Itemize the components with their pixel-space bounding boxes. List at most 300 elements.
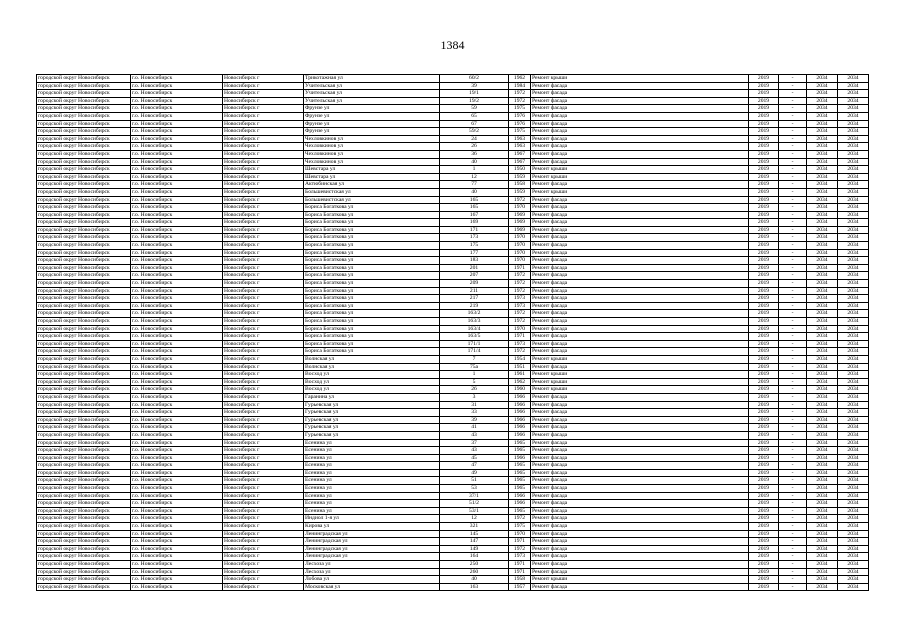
period-end-cell: 2034: [838, 348, 869, 356]
period-end-cell: 2034: [838, 97, 869, 105]
house-number-cell: 201: [440, 264, 509, 272]
plan-year-cell: 2019: [749, 97, 779, 105]
build-year-cell: 1972: [509, 545, 531, 553]
municipality-cell: городской округ Новосибирск: [37, 166, 131, 174]
plan-year-cell: 2019: [749, 257, 779, 265]
period-start-cell: 2034: [807, 302, 838, 310]
table-row: [37, 447, 869, 455]
table-row: [37, 409, 869, 417]
house-number-cell: 12: [440, 515, 509, 523]
period-end-cell: 2034: [838, 447, 869, 455]
plan-year-cell: 2019: [749, 90, 779, 98]
dash-cell: -: [779, 355, 807, 363]
district-cell: г.о. Новосибирск: [131, 401, 223, 409]
house-number-cell: 26: [440, 143, 509, 151]
plan-year-cell: 2019: [749, 447, 779, 455]
house-number-cell: 59: [440, 105, 509, 113]
period-end-cell: 2034: [838, 272, 869, 280]
table-row: [37, 90, 869, 98]
dash-cell: -: [779, 348, 807, 356]
house-number-cell: 26: [440, 386, 509, 394]
plan-year-cell: 2019: [749, 287, 779, 295]
dash-cell: -: [779, 188, 807, 196]
plan-year-cell: 2019: [749, 355, 779, 363]
municipality-cell: городской округ Новосибирск: [37, 287, 131, 295]
table-row: [37, 469, 869, 477]
district-cell: г.о. Новосибирск: [131, 135, 223, 143]
house-number-cell: 171/4: [440, 348, 509, 356]
dash-cell: -: [779, 105, 807, 113]
district-cell: г.о. Новосибирск: [131, 515, 223, 523]
period-end-cell: 2034: [838, 158, 869, 166]
municipality-cell: городской округ Новосибирск: [37, 462, 131, 470]
plan-year-cell: 2019: [749, 409, 779, 417]
plan-year-cell: 2019: [749, 82, 779, 90]
dash-cell: -: [779, 196, 807, 204]
municipality-cell: городской округ Новосибирск: [37, 523, 131, 531]
city-cell: Новосибирск г: [223, 234, 304, 242]
work-type-cell: Ремонт фасада: [531, 318, 749, 326]
dash-cell: -: [779, 295, 807, 303]
dash-cell: -: [779, 416, 807, 424]
plan-year-cell: 2019: [749, 143, 779, 151]
street-cell: Бориса Богаткова ул: [304, 211, 440, 219]
dash-cell: -: [779, 409, 807, 417]
street-cell: Индиол 1-я ул: [304, 515, 440, 523]
table-row: [37, 264, 869, 272]
table-row: [37, 318, 869, 326]
house-number-cell: 45: [440, 454, 509, 462]
build-year-cell: 1966: [509, 409, 531, 417]
work-type-cell: Ремонт фасада: [531, 82, 749, 90]
period-start-cell: 2034: [807, 166, 838, 174]
work-type-cell: Ремонт фасада: [531, 462, 749, 470]
municipality-cell: городской округ Новосибирск: [37, 500, 131, 508]
municipality-cell: городской округ Новосибирск: [37, 515, 131, 523]
city-cell: Новосибирск г: [223, 530, 304, 538]
street-cell: Учительская ул: [304, 97, 440, 105]
house-number-cell: 75а: [440, 363, 509, 371]
work-type-cell: Ремонт фасада: [531, 150, 749, 158]
street-cell: Гурьевская ул: [304, 401, 440, 409]
plan-year-cell: 2019: [749, 340, 779, 348]
period-end-cell: 2034: [838, 249, 869, 257]
street-cell: Гурьевская ул: [304, 424, 440, 432]
street-cell: Есенина ул: [304, 462, 440, 470]
period-start-cell: 2034: [807, 485, 838, 493]
work-type-cell: Ремонт крыши: [531, 355, 749, 363]
house-number-cell: 19/1: [440, 90, 509, 98]
municipality-cell: городской округ Новосибирск: [37, 545, 131, 553]
city-cell: Новосибирск г: [223, 576, 304, 584]
dash-cell: -: [779, 272, 807, 280]
table-row: [37, 105, 869, 113]
build-year-cell: 1973: [509, 295, 531, 303]
table-row: [37, 249, 869, 257]
plan-year-cell: 2019: [749, 196, 779, 204]
dash-cell: -: [779, 507, 807, 515]
period-end-cell: 2034: [838, 409, 869, 417]
municipality-cell: городской округ Новосибирск: [37, 355, 131, 363]
build-year-cell: 1967: [509, 158, 531, 166]
build-year-cell: 1975: [509, 105, 531, 113]
table-row: [37, 173, 869, 181]
dash-cell: -: [779, 166, 807, 174]
street-cell: Гурьевская ул: [304, 431, 440, 439]
period-start-cell: 2034: [807, 576, 838, 584]
period-end-cell: 2034: [838, 416, 869, 424]
dash-cell: -: [779, 249, 807, 257]
city-cell: Новосибирск г: [223, 355, 304, 363]
table-row: [37, 272, 869, 280]
dash-cell: -: [779, 204, 807, 212]
period-end-cell: 2034: [838, 90, 869, 98]
house-number-cell: 171/1: [440, 340, 509, 348]
build-year-cell: 1970: [509, 325, 531, 333]
house-number-cell: 36: [440, 150, 509, 158]
period-start-cell: 2034: [807, 439, 838, 447]
municipality-cell: городской округ Новосибирск: [37, 272, 131, 280]
street-cell: Большевистская ул: [304, 196, 440, 204]
table-row: [37, 280, 869, 288]
plan-year-cell: 2019: [749, 302, 779, 310]
house-number-cell: 37/1: [440, 492, 509, 500]
work-type-cell: Ремонт фасада: [531, 143, 749, 151]
house-number-cell: 12: [440, 173, 509, 181]
dash-cell: -: [779, 545, 807, 553]
work-type-cell: Ремонт фасада: [531, 257, 749, 265]
period-end-cell: 2034: [838, 439, 869, 447]
city-cell: Новосибирск г: [223, 462, 304, 470]
plan-year-cell: 2019: [749, 485, 779, 493]
period-end-cell: 2034: [838, 568, 869, 576]
table-row: [37, 158, 869, 166]
district-cell: г.о. Новосибирск: [131, 485, 223, 493]
work-type-cell: Ремонт фасада: [531, 439, 749, 447]
street-cell: Бориса Богаткова ул: [304, 280, 440, 288]
plan-year-cell: 2019: [749, 523, 779, 531]
street-cell: Чехловкинов ул: [304, 143, 440, 151]
street-cell: Есенина ул: [304, 454, 440, 462]
table-row: [37, 545, 869, 553]
house-number-cell: 165: [440, 196, 509, 204]
city-cell: Новосибирск г: [223, 561, 304, 569]
work-type-cell: Ремонт фасада: [531, 181, 749, 189]
work-type-cell: Ремонт фасада: [531, 325, 749, 333]
plan-year-cell: 2019: [749, 462, 779, 470]
dash-cell: -: [779, 75, 807, 83]
city-cell: Новосибирск г: [223, 112, 304, 120]
municipality-cell: городской округ Новосибирск: [37, 264, 131, 272]
table-row: [37, 348, 869, 356]
street-cell: Есенина ул: [304, 492, 440, 500]
street-cell: Бориса Богаткова ул: [304, 310, 440, 318]
district-cell: г.о. Новосибирск: [131, 500, 223, 508]
district-cell: г.о. Новосибирск: [131, 302, 223, 310]
district-cell: г.о. Новосибирск: [131, 204, 223, 212]
city-cell: Новосибирск г: [223, 249, 304, 257]
house-number-cell: 163/3: [440, 318, 509, 326]
work-type-cell: Ремонт фасада: [531, 454, 749, 462]
municipality-cell: городской округ Новосибирск: [37, 188, 131, 196]
build-year-cell: 1971: [509, 333, 531, 341]
table-row: [37, 302, 869, 310]
period-start-cell: 2034: [807, 226, 838, 234]
street-cell: Гурьевская ул: [304, 409, 440, 417]
table-row: [37, 120, 869, 128]
plan-year-cell: 2019: [749, 378, 779, 386]
city-cell: Новосибирск г: [223, 393, 304, 401]
city-cell: Новосибирск г: [223, 538, 304, 546]
municipality-cell: городской округ Новосибирск: [37, 158, 131, 166]
period-end-cell: 2034: [838, 462, 869, 470]
build-year-cell: 1976: [509, 120, 531, 128]
period-end-cell: 2034: [838, 280, 869, 288]
street-cell: Восход ул: [304, 371, 440, 379]
street-cell: Актюбинская ул: [304, 181, 440, 189]
work-type-cell: Ремонт фасада: [531, 295, 749, 303]
district-cell: г.о. Новосибирск: [131, 416, 223, 424]
build-year-cell: 1973: [509, 553, 531, 561]
table-row: [37, 583, 869, 591]
table-row: [37, 310, 869, 318]
city-cell: Новосибирск г: [223, 181, 304, 189]
period-end-cell: 2034: [838, 105, 869, 113]
house-number-cell: 145: [440, 530, 509, 538]
build-year-cell: 1965: [509, 462, 531, 470]
period-end-cell: 2034: [838, 500, 869, 508]
dash-cell: -: [779, 561, 807, 569]
district-cell: г.о. Новосибирск: [131, 477, 223, 485]
district-cell: г.о. Новосибирск: [131, 393, 223, 401]
work-type-cell: Ремонт фасада: [531, 469, 749, 477]
street-cell: Чехловкинов ул: [304, 135, 440, 143]
street-cell: Ленинградская ул: [304, 545, 440, 553]
district-cell: г.о. Новосибирск: [131, 310, 223, 318]
period-start-cell: 2034: [807, 234, 838, 242]
municipality-cell: городской округ Новосибирск: [37, 416, 131, 424]
work-type-cell: Ремонт фасада: [531, 234, 749, 242]
table-row: [37, 439, 869, 447]
city-cell: Новосибирск г: [223, 553, 304, 561]
build-year-cell: 1951: [509, 363, 531, 371]
municipality-cell: городской округ Новосибирск: [37, 204, 131, 212]
build-year-cell: 1970: [509, 242, 531, 250]
municipality-cell: городской округ Новосибирск: [37, 211, 131, 219]
work-type-cell: Ремонт фасада: [531, 340, 749, 348]
city-cell: Новосибирск г: [223, 75, 304, 83]
period-end-cell: 2034: [838, 188, 869, 196]
table-row: [37, 424, 869, 432]
plan-year-cell: 2019: [749, 295, 779, 303]
table-row: [37, 515, 869, 523]
house-number-cell: 1: [440, 166, 509, 174]
municipality-cell: городской округ Новосибирск: [37, 447, 131, 455]
period-start-cell: 2034: [807, 431, 838, 439]
period-start-cell: 2034: [807, 143, 838, 151]
work-type-cell: Ремонт фасада: [531, 507, 749, 515]
period-start-cell: 2034: [807, 371, 838, 379]
street-cell: Бориса Богаткова ул: [304, 234, 440, 242]
house-number-cell: 165: [440, 204, 509, 212]
district-cell: г.о. Новосибирск: [131, 538, 223, 546]
period-start-cell: 2034: [807, 249, 838, 257]
house-number-cell: 65: [440, 112, 509, 120]
municipality-cell: городской округ Новосибирск: [37, 181, 131, 189]
municipality-cell: городской округ Новосибирск: [37, 105, 131, 113]
period-end-cell: 2034: [838, 325, 869, 333]
work-type-cell: Ремонт фасада: [531, 515, 749, 523]
build-year-cell: 1971: [509, 561, 531, 569]
municipality-cell: городской округ Новосибирск: [37, 310, 131, 318]
house-number-cell: 163/2: [440, 310, 509, 318]
dash-cell: -: [779, 439, 807, 447]
city-cell: Новосибирск г: [223, 454, 304, 462]
house-number-cell: 40: [440, 576, 509, 584]
work-type-cell: Ремонт фасада: [531, 363, 749, 371]
period-start-cell: 2034: [807, 75, 838, 83]
build-year-cell: 1965: [509, 439, 531, 447]
city-cell: Новосибирск г: [223, 310, 304, 318]
work-type-cell: Ремонт фасада: [531, 302, 749, 310]
city-cell: Новосибирск г: [223, 287, 304, 295]
city-cell: Новосибирск г: [223, 302, 304, 310]
build-year-cell: 1972: [509, 318, 531, 326]
build-year-cell: 1984: [509, 82, 531, 90]
district-cell: г.о. Новосибирск: [131, 431, 223, 439]
municipality-cell: городской округ Новосибирск: [37, 538, 131, 546]
work-type-cell: Ремонт крыши: [531, 166, 749, 174]
dash-cell: -: [779, 530, 807, 538]
period-start-cell: 2034: [807, 295, 838, 303]
city-cell: Новосибирск г: [223, 340, 304, 348]
period-end-cell: 2034: [838, 424, 869, 432]
plan-year-cell: 2019: [749, 120, 779, 128]
work-type-cell: Ремонт фасада: [531, 545, 749, 553]
district-cell: г.о. Новосибирск: [131, 424, 223, 432]
table-row: [37, 401, 869, 409]
district-cell: г.о. Новосибирск: [131, 492, 223, 500]
period-start-cell: 2034: [807, 82, 838, 90]
district-cell: г.о. Новосибирск: [131, 568, 223, 576]
build-year-cell: 1965: [509, 485, 531, 493]
build-year-cell: 1970: [509, 530, 531, 538]
build-year-cell: 1975: [509, 128, 531, 136]
municipality-cell: городской округ Новосибирск: [37, 173, 131, 181]
district-cell: г.о. Новосибирск: [131, 325, 223, 333]
dash-cell: -: [779, 128, 807, 136]
period-start-cell: 2034: [807, 287, 838, 295]
city-cell: Новосибирск г: [223, 568, 304, 576]
house-number-cell: 217: [440, 295, 509, 303]
city-cell: Новосибирск г: [223, 348, 304, 356]
plan-year-cell: 2019: [749, 219, 779, 227]
dash-cell: -: [779, 287, 807, 295]
work-type-cell: Ремонт крыши: [531, 386, 749, 394]
street-cell: Учительская ул: [304, 90, 440, 98]
city-cell: Новосибирск г: [223, 150, 304, 158]
street-cell: Есенина ул: [304, 485, 440, 493]
city-cell: Новосибирск г: [223, 280, 304, 288]
house-number-cell: 39: [440, 82, 509, 90]
period-start-cell: 2034: [807, 530, 838, 538]
dash-cell: -: [779, 371, 807, 379]
district-cell: г.о. Новосибирск: [131, 150, 223, 158]
plan-year-cell: 2019: [749, 439, 779, 447]
municipality-cell: городской округ Новосибирск: [37, 150, 131, 158]
table-row: [37, 188, 869, 196]
period-end-cell: 2034: [838, 112, 869, 120]
house-number-cell: 51: [440, 477, 509, 485]
dash-cell: -: [779, 143, 807, 151]
municipality-cell: городской округ Новосибирск: [37, 82, 131, 90]
build-year-cell: 1966: [509, 393, 531, 401]
period-end-cell: 2034: [838, 310, 869, 318]
city-cell: Новосибирск г: [223, 409, 304, 417]
dash-cell: -: [779, 234, 807, 242]
street-cell: Бориса Богаткова ул: [304, 219, 440, 227]
district-cell: г.о. Новосибирск: [131, 188, 223, 196]
street-cell: Фрунзе ул: [304, 105, 440, 113]
district-cell: г.о. Новосибирск: [131, 287, 223, 295]
plan-year-cell: 2019: [749, 264, 779, 272]
period-start-cell: 2034: [807, 492, 838, 500]
house-number-cell: 33: [440, 409, 509, 417]
period-end-cell: 2034: [838, 173, 869, 181]
house-number-cell: 260: [440, 568, 509, 576]
period-end-cell: 2034: [838, 515, 869, 523]
work-type-cell: Ремонт фасада: [531, 135, 749, 143]
district-cell: г.о. Новосибирск: [131, 272, 223, 280]
period-start-cell: 2034: [807, 424, 838, 432]
table-row: [37, 507, 869, 515]
city-cell: Новосибирск г: [223, 431, 304, 439]
table-row: [37, 219, 869, 227]
dash-cell: -: [779, 523, 807, 531]
build-year-cell: 1965: [509, 507, 531, 515]
municipality-cell: городской округ Новосибирск: [37, 439, 131, 447]
table-row: [37, 295, 869, 303]
house-number-cell: 250: [440, 561, 509, 569]
build-year-cell: 1963: [509, 143, 531, 151]
house-number-cell: 163: [440, 583, 509, 591]
table-row: [37, 287, 869, 295]
page-number: 1384: [440, 38, 465, 52]
dash-cell: -: [779, 242, 807, 250]
municipality-cell: городской округ Новосибирск: [37, 112, 131, 120]
build-year-cell: 1971: [509, 568, 531, 576]
plan-year-cell: 2019: [749, 568, 779, 576]
plan-year-cell: 2019: [749, 234, 779, 242]
table-row: [37, 325, 869, 333]
dash-cell: -: [779, 469, 807, 477]
house-number-cell: 183: [440, 257, 509, 265]
period-start-cell: 2034: [807, 561, 838, 569]
build-year-cell: 1959: [509, 173, 531, 181]
period-start-cell: 2034: [807, 325, 838, 333]
street-cell: Бориса Богаткова ул: [304, 340, 440, 348]
period-start-cell: 2034: [807, 378, 838, 386]
period-end-cell: 2034: [838, 530, 869, 538]
work-type-cell: Ремонт фасада: [531, 523, 749, 531]
period-end-cell: 2034: [838, 75, 869, 83]
plan-year-cell: 2019: [749, 507, 779, 515]
period-start-cell: 2034: [807, 333, 838, 341]
period-start-cell: 2034: [807, 135, 838, 143]
build-year-cell: 1959: [509, 188, 531, 196]
municipality-cell: городской округ Новосибирск: [37, 424, 131, 432]
house-number-cell: 7: [440, 355, 509, 363]
